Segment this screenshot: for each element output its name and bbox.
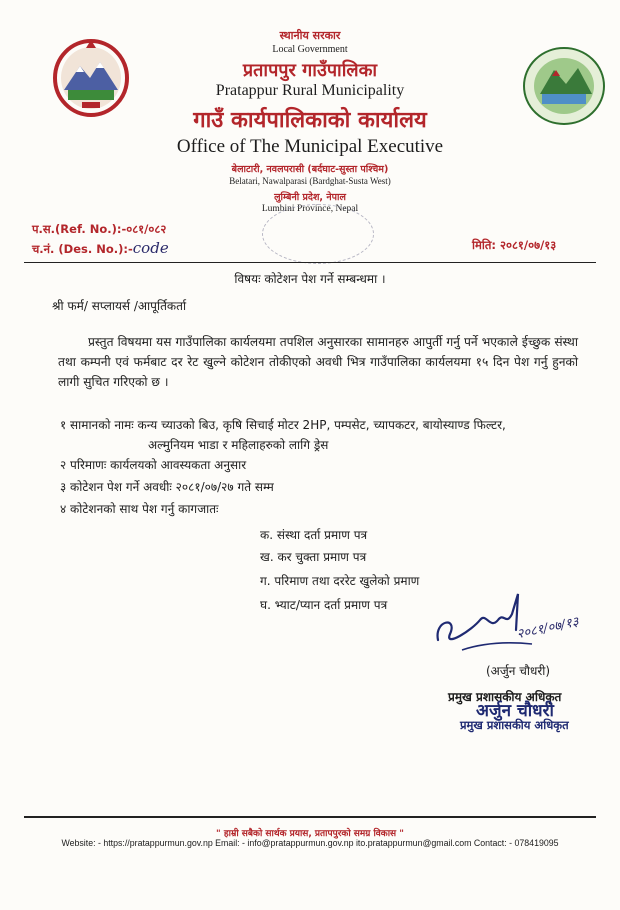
address-np: बेलाटारी, नवलपरासी (बर्दघाट-सुस्ता पश्चिम) — [231, 164, 389, 175]
des-label: च.नं. (Des. No.):- — [32, 242, 133, 256]
document-item: घ. भ्याट/प्यान दर्ता प्रमाण पत्र — [260, 598, 388, 612]
office-name-np: गाउँ कार्यपालिकाको कार्यालय — [193, 108, 427, 133]
municipality-name-en: Pratappur Rural Municipality — [215, 82, 405, 99]
letter-date: मिति: २०८१/०७/१३ — [472, 238, 557, 252]
item-1: १ सामानको नामः कन्य च्याउको बिउ, कृषि सिचाई मोटर 2HP, पम्पसेट, च्यापकटर, बायोस्याण्ड फिल्टर, — [60, 418, 506, 432]
body-text: प्रस्तुत विषयमा यस गाउँपालिका कार्यलयमा तपशिल अनुसारका सामानहरु आपुर्ती गर्नु पर्ने भएकाले ईच्छुक संस्था तथा कम्पनी एवं फर्मबाट दर रेट खुल्ने कोटेशन तोकीएको अवधी भित्र गाउँपालिका कार्यलयमा १५ दिन पेश गर्नु हुनको लागी सुचित गरिएको छ । — [58, 335, 578, 389]
footer-divider — [24, 816, 596, 818]
item-3: ३ कोटेशन पेश गर्ने अवधीः २०८१/०७/२७ गते सम्म — [60, 480, 274, 494]
municipality-name-np: प्रतापपुर गाउँपालिका — [242, 60, 378, 81]
document-item: ग. परिमाण तथा दररेट खुलेको प्रमाण — [260, 574, 420, 588]
item-4: ४ कोटेशनको साथ पेश गर्नु कागजातः — [60, 502, 219, 516]
name-stamp: अर्जुन चौधरी — [476, 701, 554, 721]
footer-tagline: " हाम्री सबैको सार्थक प्रयास, प्रतापपुरको समग्र विकास " — [216, 829, 404, 839]
subject-line: विषयः कोटेशन पेश गर्ने सम्बन्धमा । — [234, 272, 386, 286]
title-stamp: प्रमुख प्रशासकीय अधिकृत — [460, 718, 569, 732]
local-government-en: Local Government — [272, 44, 348, 55]
address-en: Belatari, Nawalparasi (Bardghat-Susta West) — [229, 176, 391, 186]
item-1-continued: अल्मुनियम भाडा र महिलाहरुको लागि ड्रेस — [148, 438, 329, 452]
office-stamp — [262, 204, 374, 264]
signatory-name: (अर्जुन चौधरी) — [486, 664, 551, 678]
signature-date: २०८१/०७/१३ — [515, 614, 581, 643]
item-2: २ परिमाणः कार्यलयको आवस्यकता अनुसार — [60, 458, 247, 472]
ref-number: प.स.(Ref. No.):-०८१/०८२ — [32, 222, 167, 236]
office-name-en: Office of The Municipal Executive — [176, 136, 444, 157]
document-item: क. संस्था दर्ता प्रमाण पत्र — [260, 528, 368, 542]
footer-contact: Website: - https://pratappurmun.gov.np Email: - info@pratappurmun.gov.np ito.pratappurmun@gmail.com Contact: - 078419095 — [61, 838, 559, 848]
body-paragraph — [58, 332, 578, 392]
province-en: Lumbini Province, Nepal — [261, 204, 359, 214]
header-divider — [24, 262, 596, 263]
signatory-title: प्रमुख प्रशासकीय अधिकृत — [448, 690, 562, 704]
des-number — [32, 239, 169, 257]
local-government-np: स्थानीय सरकार — [279, 29, 341, 42]
salutation: श्री फर्म/ सप्लायर्स /आपूर्तिकर्ता — [52, 299, 187, 313]
province-np: लुम्बिनी प्रदेश, नेपाल — [274, 192, 346, 203]
document-item: ख. कर चुक्ता प्रमाण पत्र — [260, 550, 367, 564]
des-handwritten: code — [132, 239, 169, 257]
